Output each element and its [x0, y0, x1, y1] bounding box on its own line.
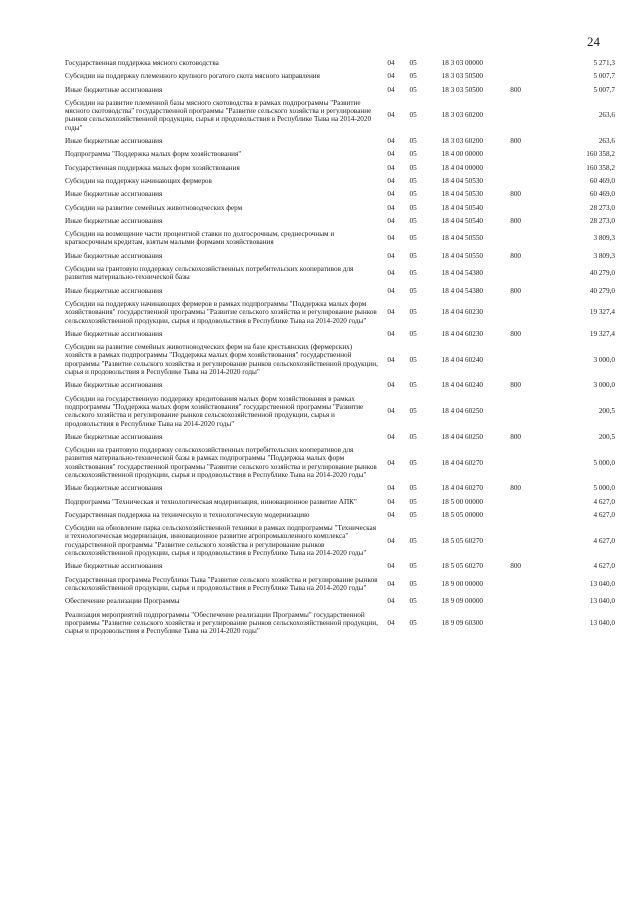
- row-amount: 19 327,4: [589, 329, 615, 338]
- row-subsection: 05: [409, 536, 417, 545]
- row-section: 04: [387, 308, 395, 317]
- row-name: Субсидии на возмещение части процентной ставки по долгосрочным, среднесрочным и краткосрочным кредитам, взятым малыми формами хозяйствования: [65, 230, 335, 247]
- row-name: Государственная поддержка малых форм хозяйствования: [65, 163, 240, 172]
- row-name: Иные бюджетные ассигнования: [65, 216, 163, 225]
- row-expense-type: [510, 496, 554, 509]
- row-target-code: 18 4 04 60240: [441, 381, 483, 390]
- row-name: Субсидии на грантовую поддержку сельскохозяйственных потребительских кооперативов для развития материально-технической базы: [65, 265, 354, 282]
- table-row: [65, 175, 615, 188]
- row-name: Иные бюджетные ассигнования: [65, 381, 163, 390]
- row-expense-type: [510, 162, 554, 175]
- row-subsection: 05: [409, 510, 417, 519]
- table-row: [65, 609, 615, 639]
- row-name: Иные бюджетные ассигнования: [65, 251, 163, 260]
- row-subsection: 05: [409, 150, 417, 159]
- table-row: [65, 393, 615, 431]
- row-target-code: 18 4 04 60270: [441, 484, 483, 493]
- row-section: 04: [387, 85, 395, 94]
- table-row: [65, 97, 615, 135]
- row-amount: 4 627,0: [593, 536, 615, 545]
- row-name: Субсидии на развитие семейных животноводческих ферм на базе крестьянских (фермерских) хозяйств в рамках подпрограммы "Поддержка малых форм хозяйствования" государственной программы "Развитие сельского хозяйства и регулирование рынков сельскохозяйственной продукции, сырья и продовольствия в Республике Тыва на 2014-2020 годы": [65, 343, 378, 377]
- row-subsection: 05: [409, 176, 417, 185]
- row-section: 04: [387, 497, 395, 506]
- row-section: 04: [387, 597, 395, 606]
- row-name: Иные бюджетные ассигнования: [65, 562, 163, 571]
- table-row: [65, 298, 615, 328]
- row-name: Государственная программа Республики Тыва "Развитие сельского хозяйства и регулирование рынков сельскохозяйственной продукции, сырья и продовольствия в Республике Тыва на 2014-2020 годы": [65, 575, 378, 592]
- row-name: Обеспечение реализации Программы: [65, 597, 180, 606]
- row-expense-type: 800: [510, 190, 521, 199]
- row-name: Иные бюджетные ассигнования: [65, 432, 163, 441]
- row-target-code: 18 4 00 00000: [441, 150, 483, 159]
- row-subsection: 05: [409, 216, 417, 225]
- row-name: Государственная поддержка на техническую и технологическую модернизацию: [65, 510, 310, 519]
- table-row: [65, 482, 615, 495]
- table-row: [65, 431, 615, 444]
- row-section: 04: [387, 579, 395, 588]
- row-expense-type: [510, 393, 554, 431]
- row-subsection: 05: [409, 111, 417, 120]
- row-subsection: 05: [409, 251, 417, 260]
- row-name: Иные бюджетные ассигнования: [65, 286, 163, 295]
- table-row: [65, 285, 615, 298]
- row-expense-type: 800: [510, 251, 521, 260]
- table-row: [65, 70, 615, 83]
- row-subsection: 05: [409, 59, 417, 67]
- row-target-code: 18 3 03 60200: [441, 111, 483, 120]
- row-subsection: 05: [409, 269, 417, 278]
- row-subsection: 05: [409, 618, 417, 627]
- table-row: [65, 202, 615, 215]
- row-target-code: 18 4 04 50530: [441, 176, 483, 185]
- table-row: [65, 496, 615, 509]
- table-row: [65, 341, 615, 379]
- row-section: 04: [387, 163, 395, 172]
- row-amount: 263,6: [598, 111, 615, 120]
- row-section: 04: [387, 407, 395, 416]
- row-expense-type: [510, 57, 554, 70]
- row-expense-type: [510, 97, 554, 135]
- row-subsection: 05: [409, 597, 417, 606]
- row-target-code: 18 4 04 54380: [441, 269, 483, 278]
- row-target-code: 18 4 04 60230: [441, 308, 483, 317]
- row-name: Подпрограмма "Техническая и технологическая модернизация, инновационное развитие АПК": [65, 497, 357, 506]
- row-amount: 3 809,3: [593, 251, 615, 260]
- row-name: Иные бюджетные ассигнования: [65, 329, 163, 338]
- row-expense-type: [510, 341, 554, 379]
- row-target-code: 18 9 09 00000: [441, 597, 483, 606]
- row-expense-type: [510, 595, 554, 608]
- row-expense-type: [510, 70, 554, 83]
- row-amount: 3 809,3: [593, 234, 615, 243]
- row-section: 04: [387, 251, 395, 260]
- table-row: [65, 444, 615, 482]
- row-expense-type: 800: [510, 85, 521, 94]
- row-subsection: 05: [409, 85, 417, 94]
- row-amount: 5 007,7: [593, 72, 615, 81]
- row-target-code: 18 4 04 60230: [441, 329, 483, 338]
- row-target-code: 18 4 04 60270: [441, 458, 483, 467]
- row-amount: 200,5: [598, 432, 615, 441]
- row-expense-type: 800: [510, 562, 521, 571]
- row-subsection: 05: [409, 234, 417, 243]
- row-amount: 40 279,0: [589, 269, 615, 278]
- row-amount: 3 000,0: [593, 355, 615, 364]
- table-row: [65, 135, 615, 148]
- row-name: Субсидии на грантовую поддержку сельскохозяйственных потребительских кооперативов для развития материально-технической базы в рамках подпрограммы "Поддержка малых форм хозяйствования" государственной программы "Развитие сельского хозяйства и регулирование рынков сельскохозяйственной продукции, сырья и продовольствия в Республике Тыва на 2014-2020 годы": [65, 446, 377, 479]
- table-row: [65, 595, 615, 608]
- row-name: Иные бюджетные ассигнования: [65, 190, 163, 199]
- row-subsection: 05: [409, 579, 417, 588]
- row-subsection: 05: [409, 355, 417, 364]
- row-section: 04: [387, 190, 395, 199]
- row-subsection: 05: [409, 562, 417, 571]
- row-expense-type: [510, 148, 554, 161]
- table-row: [65, 148, 615, 161]
- row-amount: 160 358,2: [586, 163, 615, 172]
- row-section: 04: [387, 269, 395, 278]
- row-target-code: 18 5 05 60270: [441, 536, 483, 545]
- table-row: [65, 250, 615, 263]
- row-expense-type: [510, 509, 554, 522]
- row-section: 04: [387, 536, 395, 545]
- row-subsection: 05: [409, 458, 417, 467]
- row-subsection: 05: [409, 484, 417, 493]
- row-target-code: 18 9 09 60300: [441, 618, 483, 627]
- row-name: Субсидии на поддержку племенного крупного рогатого скота мясного направления: [65, 72, 320, 81]
- table-row: [65, 188, 615, 201]
- table-row: [65, 328, 615, 341]
- table-row: [65, 509, 615, 522]
- row-amount: 3 000,0: [593, 381, 615, 390]
- row-amount: 13 040,0: [589, 579, 615, 588]
- row-amount: 4 627,0: [593, 510, 615, 519]
- row-amount: 5 000,0: [593, 484, 615, 493]
- table-row: [65, 574, 615, 596]
- row-subsection: 05: [409, 190, 417, 199]
- row-section: 04: [387, 562, 395, 571]
- row-target-code: 18 3 03 00000: [441, 59, 483, 67]
- row-subsection: 05: [409, 72, 417, 81]
- row-target-code: 18 5 05 00000: [441, 510, 483, 519]
- row-expense-type: [510, 228, 554, 250]
- row-amount: 4 627,0: [593, 562, 615, 571]
- row-section: 04: [387, 176, 395, 185]
- row-amount: 19 327,4: [589, 308, 615, 317]
- row-section: 04: [387, 510, 395, 519]
- row-target-code: 18 4 04 50550: [441, 251, 483, 260]
- row-amount: 28 273,0: [589, 203, 615, 212]
- row-amount: 60 469,0: [589, 190, 615, 199]
- row-amount: 200,5: [598, 407, 615, 416]
- row-name: Субсидии на обновление парка сельскохозяйственной техники в рамках подпрограммы "Техническая и технологическая модернизация, инновационное развитие агропромышленного комплекса" государственной программы "Развитие сельского хозяйства и регулирование рынков сельскохозяйственной продукции, сырья и продовольствия в Республике Тыва на 2014-2020 годы": [65, 524, 377, 558]
- row-subsection: 05: [409, 137, 417, 146]
- row-amount: 263,6: [598, 137, 615, 146]
- row-target-code: 18 4 04 50540: [441, 216, 483, 225]
- row-subsection: 05: [409, 286, 417, 295]
- row-name: Государственная поддержка мясного скотоводства: [65, 59, 219, 67]
- row-amount: 60 469,0: [589, 176, 615, 185]
- row-expense-type: [510, 609, 554, 639]
- row-section: 04: [387, 216, 395, 225]
- row-amount: 5 000,0: [593, 458, 615, 467]
- row-section: 04: [387, 286, 395, 295]
- table-row: [65, 560, 615, 573]
- row-target-code: 18 5 05 60270: [441, 562, 483, 571]
- row-section: 04: [387, 458, 395, 467]
- row-expense-type: [510, 444, 554, 482]
- row-section: 04: [387, 355, 395, 364]
- row-amount: 4 627,0: [593, 497, 615, 506]
- row-name: Подпрограмма "Поддержка малых форм хозяйствования": [65, 150, 242, 159]
- row-subsection: 05: [409, 407, 417, 416]
- table-row: [65, 379, 615, 392]
- row-amount: 13 040,0: [589, 618, 615, 627]
- row-name: Реализация мероприятий подпрограммы "Обеспечение реализации Программы" государственной программы "Развитие сельского хозяйства и регулирование рынков сельскохозяйственной продукции, сырья и продовольствия в Республике Тыва на 2014-2020 годы": [65, 610, 378, 636]
- row-name: Субсидии на развитие семейных животноводческих ферм: [65, 203, 243, 212]
- row-target-code: 18 4 04 60250: [441, 407, 483, 416]
- row-target-code: 18 5 00 00000: [441, 497, 483, 506]
- row-name: Иные бюджетные ассигнования: [65, 137, 163, 146]
- row-name: Субсидии на поддержку начинающих фермеров в рамках подпрограммы "Поддержка малых форм хозяйствования" государственной программы "Развитие сельского хозяйства и регулирование рынков сельскохозяйственной продукции, сырья и продовольствия в Республике Тыва на 2014-2020 годы": [65, 299, 377, 325]
- row-target-code: 18 9 00 00000: [441, 579, 483, 588]
- row-subsection: 05: [409, 381, 417, 390]
- row-target-code: 18 4 04 60240: [441, 355, 483, 364]
- page-number: 24: [587, 34, 600, 49]
- row-name: Субсидии на развитие племенной базы мясного скотоводства в рамках подпрограммы "Развитие мясного скотоводства" государственной программы "Развитие сельского хозяйства и регулирование рынков сельскохозяйственной продукции, сырья и продовольствия в Республике Тыва на 2014-2020 годы": [65, 98, 372, 132]
- row-expense-type: 800: [510, 137, 521, 146]
- row-name: Иные бюджетные ассигнования: [65, 484, 163, 493]
- row-target-code: 18 4 04 54380: [441, 286, 483, 295]
- row-name: Субсидии на государственную поддержку кредитования малых форм хозяйствования в рамках подпрограммы "Поддержка малых форм хозяйствования" государственной программы "Развитие сельского хозяйства и регулирование рынков сельскохозяйственной продукции, сырья и продовольствия в Республике Тыва на 2014-2020 годы": [65, 394, 364, 428]
- table-row: [65, 522, 615, 560]
- row-expense-type: 800: [510, 484, 521, 493]
- row-subsection: 05: [409, 329, 417, 338]
- row-expense-type: [510, 574, 554, 596]
- row-section: 04: [387, 432, 395, 441]
- row-section: 04: [387, 203, 395, 212]
- row-target-code: 18 4 04 60250: [441, 432, 483, 441]
- row-expense-type: 800: [510, 216, 521, 225]
- row-expense-type: 800: [510, 286, 521, 295]
- row-name: Субсидии на поддержку начинающих фермеров: [65, 176, 212, 185]
- table-row: [65, 57, 615, 70]
- row-expense-type: [510, 202, 554, 215]
- row-expense-type: [510, 263, 554, 285]
- row-expense-type: [510, 298, 554, 328]
- row-subsection: 05: [409, 308, 417, 317]
- row-section: 04: [387, 329, 395, 338]
- row-subsection: 05: [409, 163, 417, 172]
- row-target-code: 18 4 04 50550: [441, 234, 483, 243]
- row-section: 04: [387, 484, 395, 493]
- row-expense-type: 800: [510, 329, 521, 338]
- row-amount: 160 358,2: [586, 150, 615, 159]
- row-amount: 40 279,0: [589, 286, 615, 295]
- row-amount: 13 040,0: [589, 597, 615, 606]
- row-target-code: 18 3 03 60200: [441, 137, 483, 146]
- row-section: 04: [387, 59, 395, 67]
- row-section: 04: [387, 111, 395, 120]
- row-target-code: 18 4 04 00000: [441, 163, 483, 172]
- row-section: 04: [387, 234, 395, 243]
- row-target-code: 18 3 03 50500: [441, 72, 483, 81]
- row-expense-type: [510, 175, 554, 188]
- row-subsection: 05: [409, 203, 417, 212]
- row-amount: 28 273,0: [589, 216, 615, 225]
- table-body: [65, 57, 615, 638]
- table-row: [65, 162, 615, 175]
- row-expense-type: 800: [510, 432, 521, 441]
- row-expense-type: 800: [510, 381, 521, 390]
- row-section: 04: [387, 72, 395, 81]
- row-subsection: 05: [409, 432, 417, 441]
- row-amount: 5 007,7: [593, 85, 615, 94]
- table-row: [65, 263, 615, 285]
- table-row: [65, 84, 615, 97]
- row-name: Иные бюджетные ассигнования: [65, 85, 163, 94]
- table-row: [65, 228, 615, 250]
- row-target-code: 18 4 04 50540: [441, 203, 483, 212]
- row-section: 04: [387, 618, 395, 627]
- row-amount: 5 271,3: [593, 59, 615, 67]
- row-subsection: 05: [409, 497, 417, 506]
- row-expense-type: [510, 522, 554, 560]
- row-section: 04: [387, 150, 395, 159]
- table-row: [65, 215, 615, 228]
- row-section: 04: [387, 381, 395, 390]
- row-target-code: 18 3 03 50500: [441, 85, 483, 94]
- budget-table: [65, 57, 615, 638]
- row-target-code: 18 4 04 50530: [441, 190, 483, 199]
- row-section: 04: [387, 137, 395, 146]
